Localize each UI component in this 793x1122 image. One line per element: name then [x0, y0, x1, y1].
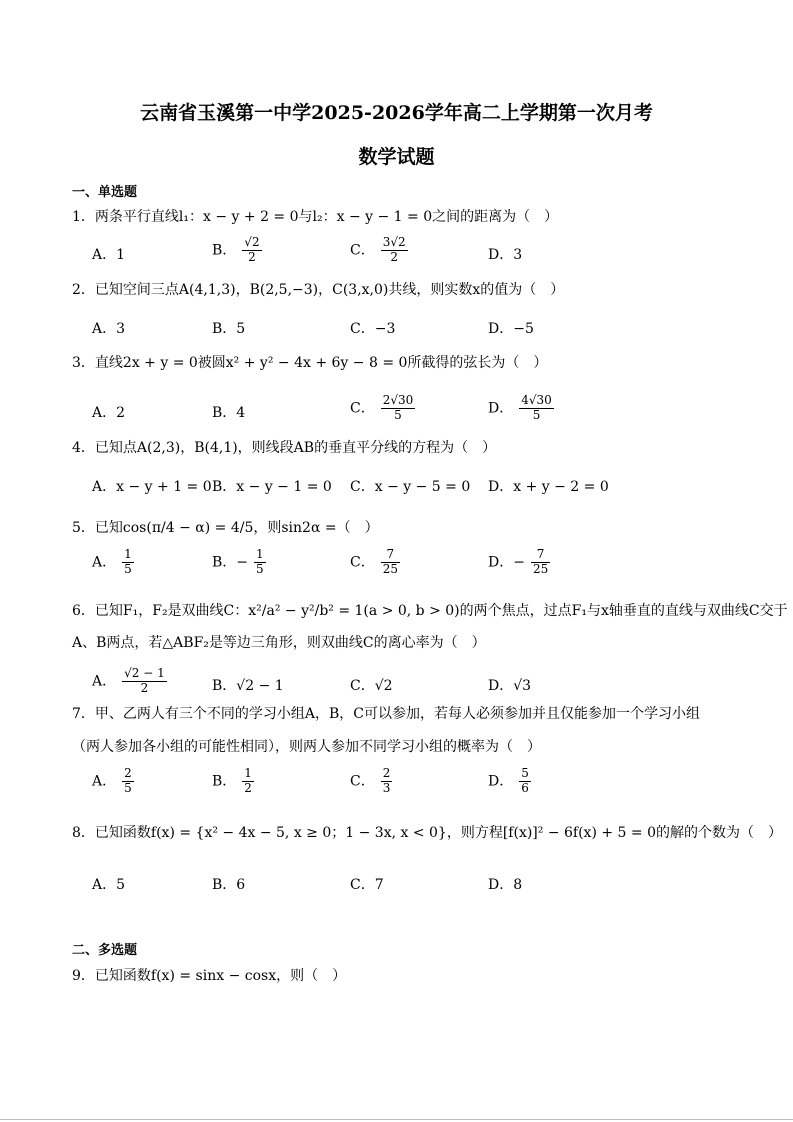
q6-option-c: C．√2 [350, 678, 393, 694]
q3-option-c: C． $\frac{2√30}{5}$ [350, 393, 414, 422]
q2-option-b: B．5 [212, 321, 246, 337]
q6-option-a: A． $\frac{√2 - 1}{2}$ [92, 666, 165, 695]
q6-option-b: B．√2 − 1 [212, 678, 284, 694]
q8-option-b: B．6 [212, 877, 246, 893]
q8-option-d: D．8 [488, 877, 523, 893]
question-9-stem: 9．已知函数f(x) = sinx − cosx，则（ ） [72, 968, 347, 984]
q1-option-b: B． $\frac{√2}{2}$ [212, 235, 260, 264]
q8-option-a: A．5 [92, 877, 126, 893]
q2-option-a: A．3 [92, 321, 126, 337]
q1-option-c: C． $\frac{3√2}{2}$ [350, 235, 406, 264]
q4-option-d: D．x + y − 2 = 0 [488, 479, 609, 495]
question-6-stem-continued: A、B两点，若△ABF₂是等边三角形，则双曲线C的离心率为（ ） [72, 635, 486, 651]
question-7-stem-continued: （两人参加各小组的可能性相同），则两人参加不同学习小组的概率为（ ） [72, 739, 541, 755]
question-2-stem: 2．已知空间三点A(4,1,3)，B(2,5,−3)，C(3,x,0)共线，则实数x的值为（ ） [72, 282, 565, 298]
exam-subtitle: 数学试题 [358, 146, 435, 168]
q4-option-a: A．x − y + 1 = 0 [92, 479, 212, 495]
q1-option-a: A．1 [92, 247, 126, 263]
question-3-stem: 3．直线2x + y = 0被圆x² + y² − 4x + 6y − 8 = 0所截得的弦长为（ ） [72, 355, 548, 371]
q5-option-b: B．− $\frac{1}{5}$ [212, 547, 264, 576]
q2-option-c: C．−3 [350, 321, 396, 337]
q5-option-a: A． $\frac{1}{5}$ [92, 547, 132, 576]
q7-option-d: D． $\frac{5}{6}$ [488, 766, 529, 795]
q1-option-d: D．3 [488, 247, 523, 263]
q8-option-c: C．7 [350, 877, 384, 893]
question-4-stem: 4．已知点A(2,3)，B(4,1)，则线段AB的垂直平分线的方程为（ ） [72, 440, 497, 456]
q5-option-c: C． $\frac{7}{25}$ [350, 547, 398, 576]
question-8-stem: 8．已知函数f(x) = {x² − 4x − 5, x ≥ 0；1 − 3x, x < 0}，则方程[f(x)]² − 6f(x) + 5 = 0的解的个数为（ ） [72, 825, 782, 841]
section-single-choice: 一、单选题 [72, 185, 138, 200]
q6-option-d: D．√3 [488, 678, 532, 694]
q5-option-d: D．− $\frac{7}{25}$ [488, 547, 549, 576]
section-multiple-choice: 二、多选题 [72, 943, 138, 958]
q3-option-a: A．2 [92, 405, 126, 421]
question-1-stem: 1．两条平行直线l₁：x − y + 2 = 0与l₂：x − y − 1 = 0之间的距离为（ ） [72, 209, 559, 225]
page-bottom-divider [0, 1119, 793, 1120]
q4-option-c: C．x − y − 5 = 0 [350, 479, 471, 495]
q3-option-b: B．4 [212, 405, 246, 421]
question-5-stem: 5．已知cos(π/4 − α) = 4/5，则sin2α =（ ） [72, 520, 379, 536]
q4-option-b: B．x − y − 1 = 0 [212, 479, 332, 495]
q7-option-a: A． $\frac{2}{5}$ [92, 766, 132, 795]
q7-option-b: B． $\frac{1}{2}$ [212, 766, 252, 795]
question-6-stem: 6．已知F₁，F₂是双曲线C：x²/a² − y²/b² = 1(a > 0, b > 0)的两个焦点，过点F₁与x轴垂直的直线与双曲线C交于 [72, 603, 788, 619]
q7-option-c: C． $\frac{2}{3}$ [350, 766, 391, 795]
q2-option-d: D．−5 [488, 321, 534, 337]
exam-title: 云南省玉溪第一中学2025-2026学年高二上学期第一次月考 [140, 102, 653, 124]
q3-option-d: D． $\frac{4√30}{5}$ [488, 393, 552, 422]
question-7-stem: 7．甲、乙两人有三个不同的学习小组A，B，C可以参加，若每人必须参加并且仅能参加一个学习小组 [72, 706, 701, 722]
